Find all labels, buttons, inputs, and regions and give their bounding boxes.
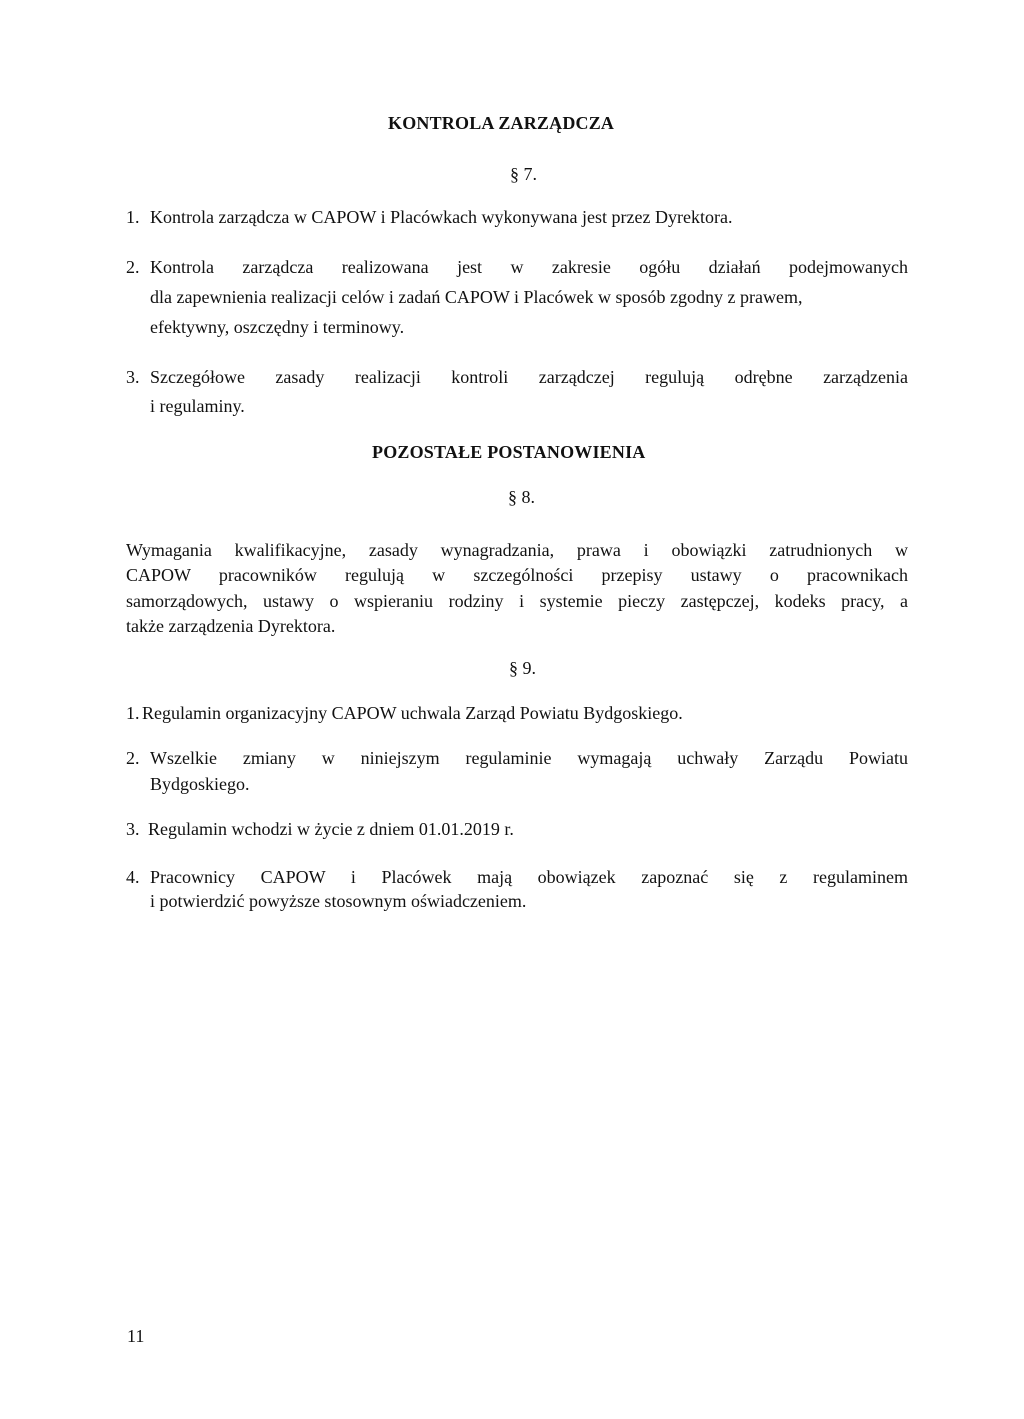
item-text-line: Regulamin organizacyjny CAPOW uchwala Zarząd Powiatu Bydgoskiego. <box>142 703 683 723</box>
item-text-line: Regulamin wchodzi w życie z dniem 01.01.2019 r. <box>148 819 514 839</box>
paragraph-8-line: samorządowych, ustawy o wspieraniu rodziny i systemie pieczy zastępczej, kodeks pracy, a <box>126 591 908 611</box>
paragraph-8-line: Wymagania kwalifikacyjne, zasady wynagradzania, prawa i obowiązki zatrudnionych w <box>126 540 908 560</box>
paragraph-9-marker: § 9. <box>509 658 536 678</box>
item-text-line: i regulaminy. <box>150 396 245 416</box>
section-heading-kontrola: KONTROLA ZARZĄDCZA <box>388 113 615 133</box>
item-number: 2. <box>126 748 140 768</box>
page-number: 11 <box>127 1326 145 1346</box>
item-number: 2. <box>126 257 140 277</box>
item-text-line: Bydgoskiego. <box>150 774 250 794</box>
item-text-line: Szczegółowe zasady realizacji kontroli zarządczej regulują odrębne zarządzenia <box>150 367 908 387</box>
paragraph-8-line: także zarządzenia Dyrektora. <box>126 616 336 636</box>
item-text-line: Pracownicy CAPOW i Placówek mają obowiązek zapoznać się z regulaminem <box>150 867 908 887</box>
section-heading-pozostale: POZOSTAŁE POSTANOWIENIA <box>372 442 646 462</box>
item-text-line: efektywny, oszczędny i terminowy. <box>150 317 405 337</box>
item-text-line: Kontrola zarządcza realizowana jest w zakresie ogółu działań podejmowanych <box>150 257 908 277</box>
paragraph-7-marker: § 7. <box>510 164 537 184</box>
item-text-line: i potwierdzić powyższe stosownym oświadczeniem. <box>150 891 527 911</box>
item-text-line: dla zapewnienia realizacji celów i zadań CAPOW i Placówek w sposób zgodny z prawem, <box>150 287 803 307</box>
item-number: 1. <box>126 207 140 227</box>
item-text-line: Kontrola zarządcza w CAPOW i Placówkach wykonywana jest przez Dyrektora. <box>150 207 733 227</box>
paragraph-8-line: CAPOW pracowników regulują w szczególności przepisy ustawy o pracownikach <box>126 565 908 585</box>
paragraph-8-marker: § 8. <box>508 487 535 507</box>
item-number: 1. <box>126 703 140 723</box>
item-number: 3. <box>126 819 140 839</box>
item-number: 4. <box>126 867 140 887</box>
item-number: 3. <box>126 367 140 387</box>
item-text-line: Wszelkie zmiany w niniejszym regulaminie wymagają uchwały Zarządu Powiatu <box>150 748 908 768</box>
